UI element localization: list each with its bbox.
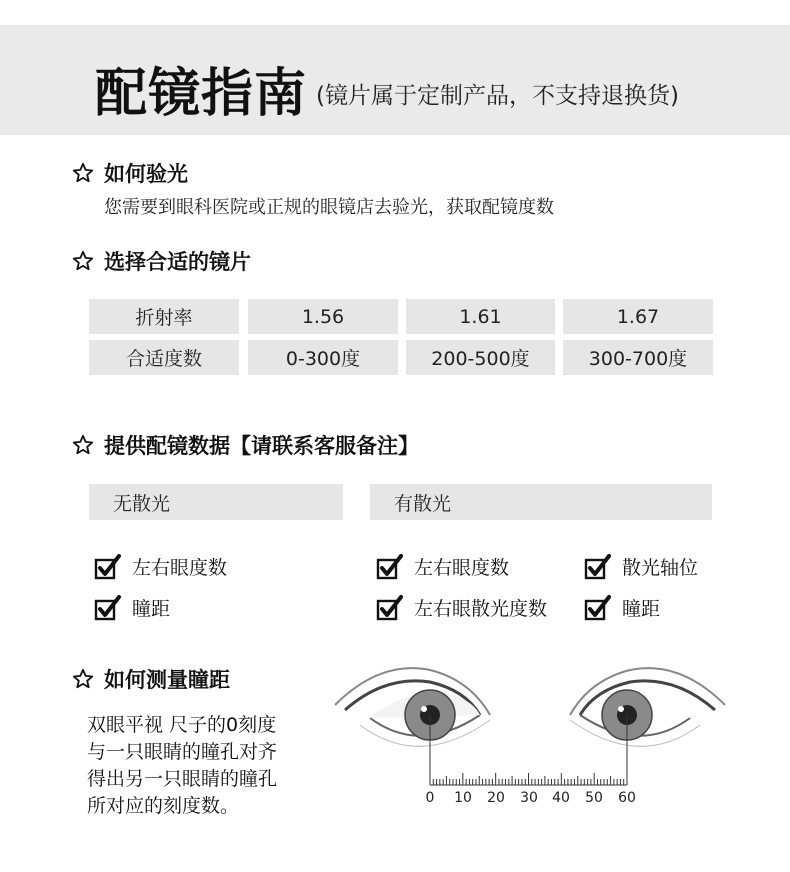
check-item <box>94 594 170 621</box>
checkbox-checked-icon <box>584 595 612 621</box>
check-label: 左右眼度数 <box>414 557 510 579</box>
ruler-label: 40 <box>552 790 570 806</box>
ruler <box>430 773 627 785</box>
check-item <box>584 553 698 580</box>
star-outline-icon <box>72 162 94 184</box>
checkbox-checked-icon <box>376 554 404 580</box>
page-title: 配镜指南 <box>95 64 308 124</box>
section-optometry <box>72 158 188 188</box>
ruler-label: 30 <box>520 790 538 806</box>
page-subtitle: (镜片属于定制产品，不支持退换货) <box>316 83 679 109</box>
left-eye-icon <box>335 668 490 746</box>
ruler-label: 50 <box>585 790 603 806</box>
section-prescription-data <box>72 430 419 460</box>
right-eye-icon <box>570 668 725 746</box>
check-label: 散光轴位 <box>622 557 699 579</box>
check-label: 左右眼度数 <box>132 557 228 579</box>
table-cell: 1.56 <box>248 299 398 334</box>
check-item <box>94 553 227 580</box>
table-cell: 300-700度 <box>563 340 713 375</box>
section-pupil-distance <box>72 664 230 694</box>
ruler-label: 10 <box>454 790 472 806</box>
section-title: 提供配镜数据【请联系客服备注】 <box>104 434 419 458</box>
table-cell: 合适度数 <box>89 340 239 375</box>
section-title: 如何测量瞳距 <box>104 668 230 692</box>
star-outline-icon <box>72 668 94 690</box>
table-cell: 200-500度 <box>406 340 555 375</box>
check-label: 瞳距 <box>622 598 661 620</box>
star-outline-icon <box>72 250 94 272</box>
checkbox-checked-icon <box>94 595 122 621</box>
astigmatism-box <box>370 484 712 520</box>
check-label: 左右眼散光度数 <box>414 598 548 620</box>
no-astigmatism-label: 无散光 <box>113 492 171 515</box>
check-label: 瞳距 <box>132 598 171 620</box>
check-item <box>584 594 660 621</box>
pd-instruction-line: 与一只眼睛的瞳孔对齐 <box>87 741 278 763</box>
table-cell: 1.67 <box>563 299 713 334</box>
ruler-label: 20 <box>487 790 505 806</box>
checkbox-checked-icon <box>94 554 122 580</box>
no-astigmatism-box <box>89 484 343 520</box>
pd-instruction-line: 得出另一只眼睛的瞳孔 <box>87 768 278 790</box>
table-cell: 0-300度 <box>248 340 398 375</box>
section-title: 选择合适的镜片 <box>104 250 251 274</box>
check-item <box>376 594 547 621</box>
pupil-distance-illustration <box>330 660 730 820</box>
checkbox-checked-icon <box>376 595 404 621</box>
header-banner <box>0 25 790 135</box>
table-cell: 折射率 <box>89 299 239 334</box>
ruler-label: 60 <box>618 790 636 806</box>
pd-instructions <box>87 712 277 820</box>
table-cell: 1.61 <box>406 299 555 334</box>
section-title: 如何验光 <box>104 162 188 186</box>
star-outline-icon <box>72 434 94 456</box>
optometry-description: 您需要到眼科医院或正规的眼镜店去验光，获取配镜度数 <box>104 197 554 218</box>
astigmatism-label: 有散光 <box>394 492 452 515</box>
check-item <box>376 553 509 580</box>
section-lens <box>72 246 251 276</box>
pd-instruction-line: 双眼平视 尺子的0刻度 <box>87 714 277 736</box>
checkbox-checked-icon <box>584 554 612 580</box>
ruler-label: 0 <box>425 790 435 806</box>
pd-instruction-line: 所对应的刻度数。 <box>87 795 240 817</box>
